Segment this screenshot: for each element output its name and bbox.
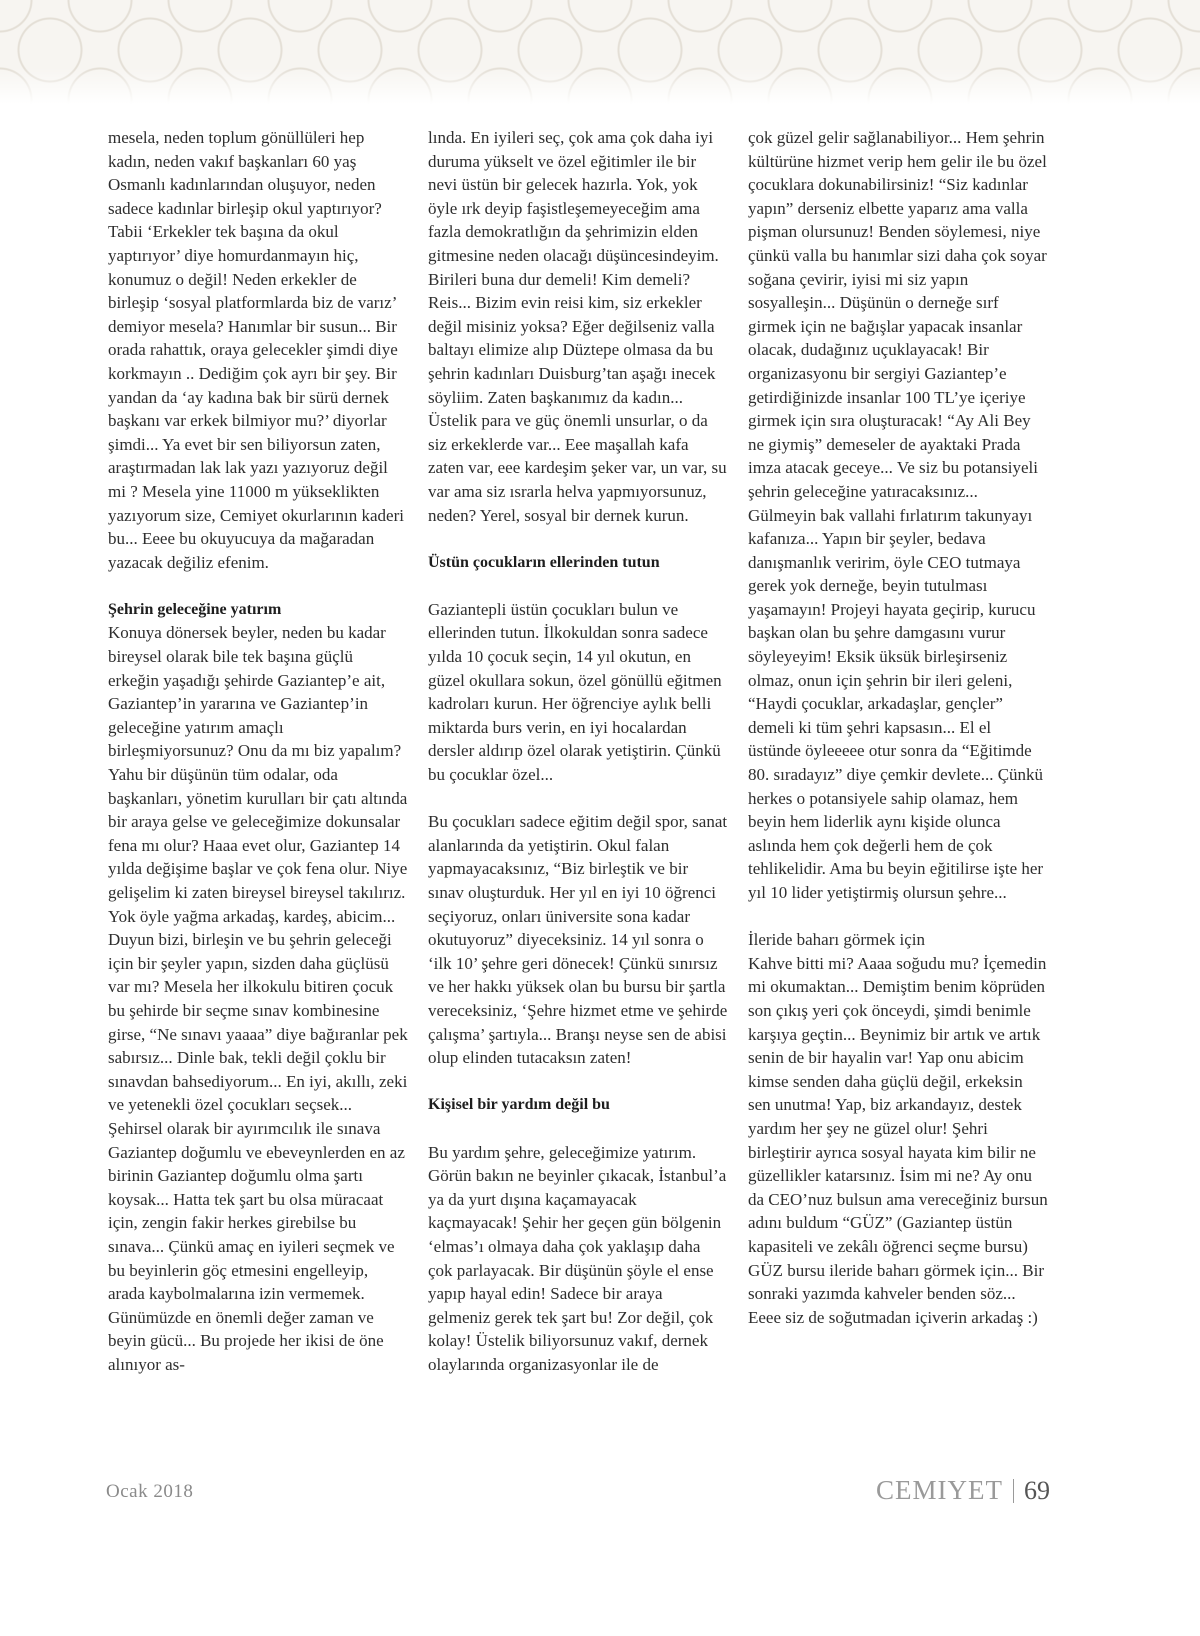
paragraph: Kahve bitti mi? Aaaa soğudu mu? İçemedin mi okumaktan... Demiştim benim köprüden son çıkış yeri çok önceydi, şimdi benimle karşıya geçtin... Beynimiz bir artık ve artık senin de bir hayalin var! Yap onu abicim kimse senden daha güçlü değil, erkeksin sen unutma! Yap, biz arkandayız, destek yardım her şey ne güzel olur! Şehri birleştirir ayrıca sosyal hayata kim bilir ne güzellikler katarsınız. İsim mi ne? Ay onu da CEO’nuz bulsun ama vereceğiniz bursun adını buldum “GÜZ” (Gaziantep üstün kapasiteli ve zekâlı öğrenci seçme bursu) GÜZ bursu ileride baharı görmek için... Bir sonraki yazımda kahveler benden söz... Eeee siz de soğutmadan içiverin arkadaş :) bbox=[748, 953, 1048, 1327]
divider bbox=[1013, 1479, 1014, 1503]
paragraph: Bu çocukları sadece eğitim değil spor, sanat alanlarında da yetiştirin. Okul falan yapmayacaksınız, “Biz birleştik ve bir sınav oluşturduk. Her yıl en iyi 10 öğrenci seçiyoruz, onları üniversite sona kadar okutuyoruz” diyeceksiniz. 14 yıl sonra o ‘ilk 10’ şehre geri dönecek! Çünkü sınırsız ve her hakkı yüksek olan bu bursu bir şartla vereceksiniz, ‘Şehre hizmet etme ve şehirde çalışma’ şartıyla... Branşı neyse sen de abisi olup elinden tutacaksın zaten! bbox=[428, 812, 728, 1068]
section-heading: Kişisel bir yardım değil bu bbox=[428, 1096, 610, 1114]
section-heading: Şehrin geleceğine yatırım bbox=[108, 600, 282, 618]
text-column-middle bbox=[428, 126, 728, 1376]
decorative-header-pattern bbox=[0, 0, 1200, 104]
paragraph: Gaziantepli üstün çocukları bulun ve ellerinden tutun. İlkokuldan sonra sadece yılda 10 çocuk seçin, 14 yıl okutun, en güzel okullara sokun, özel gönüllü eğitmen kadroları kurun. Her öğrenciye aylık belli miktarda burs verin, en iyi hocalardan dersler aldırıp özel olarak yetiştirin. Çünkü bu çocuklar özel... bbox=[428, 599, 722, 785]
paragraph: Bu yardım şehre, geleceğimize yatırım. Görün bakın ne beyinler çıkacak, İstanbul’a ya da yurt dışına kaçamayacak kaçmayacak! Şehir her geçen gün bölgenin ‘elmas’ı olmaya daha çok yaklaşıp daha çok parlayacak. Bir düşünün şöyle el ense yapıp hayal edin! Sadece bir araya gelmeniz gerek tek şart bu! Zor değil, çok kolay! Üstelik biliyorsunuz vakıf, dernek olaylarında organizasyonlar ile de bbox=[428, 1142, 727, 1374]
paragraph: Konuya dönersek beyler, neden bu kadar bireysel olarak bile tek başına güçlü erkeğin yaşadığı şehirde Gaziantep’e ait, Gaziantep’in yararına ve Gaziantep’in geleceğine yatırım amaçlı birleşmiyorsunuz? Onu da mı biz yapalım? Yahu bir düşünün tüm odalar, oda başkanları, yönetim kurulları bir çatı altında bir araya gelse ve geleceğimize dokunsalar fena mı olur? Haaa evet olur, Gaziantep 14 yılda değişime başlar ve çok fena olur. Niye gelişelim ki zaten bireysel bireysel takılırız. Yok öyle yağma arkadaş, kardeş, abicim... Duyun bizi, birleşin ve bu şehrin geleceği için bir şeyler yapın, sizden daha güçlüsü var mı? Mesela her ilkokulu bitiren çocuk bu şehirde bir seçme sınav kombinesine girse, “Ne sınavı yaaaa” diye bağıranlar pek sabırsız... Dinle bak, tekli değil çoklu bir sınavdan bahsediyorum... En iyi, akıllı, zeki ve yetenekli özel çocukları seçsek... Şehirsel olarak bir ayırımcılık ile sınava Gaziantep doğumlu ve ebeveynlerden en az birinin Gaziantep doğumlu olma şartı koysak... Hatta tek şart bu olsa müracaat için, zengin fakir herkes girebilse bu sınava... Çünkü amaç en iyileri seçmek ve bu beyinlerin göç etmesini engelleyip, arada kaybolmalarına izin vermemek. Günümüzde en önemli değer zaman ve beyin gücü... Bu projede her ikisi de öne alınıyor as- bbox=[108, 623, 408, 1374]
paragraph: mesela, neden toplum gönüllüleri hep kadın, neden vakıf başkanları 60 yaş Osmanlı kadınlarından oluşuyor, neden sadece kadınlar birleşip okul yaptırıyor? Tabii ‘Erkekler tek başına da okul yaptırıyor’ diye homurdanmayın hiç, konumuz o değil! Neden erkekler de birleşip ‘sosyal platformlarda biz de varız’ demiyor mesela? Hanımlar bir susun... Bir orada rahattık, oraya gelecekler şimdi diye korkmayın .. Dediğim çok ayrı bir şey. Bir yandan da ‘ay kadına bak bir sürü dernek başkanı var erkek bilmiyor mu?’ diyorlar şimdi... Ya evet bir sen biliyorsun zaten, araştırmadan lak lak yazı yazıyoruz değil mi ? Mesela yine 11000 m yükseklikten yazıyorum size, Cemiyet okurlarının kaderi bu... Eeee bu okuyucuya da mağaradan yazacak değiliz efenim. bbox=[108, 128, 404, 572]
text-column-right bbox=[748, 126, 1048, 1329]
issue-date: Ocak 2018 bbox=[106, 1481, 194, 1502]
paragraph: çok güzel gelir sağlanabiliyor... Hem şehrin kültürüne hizmet verip hem gelir ile bu özel çocuklara dokunabilirsiniz! “Siz kadınlar yapın” derseniz elbette yaparız ama valla pişman olursunuz! Benden söylemesi, niye çünkü valla bu hanımlar sizi daha çok soyar soğana çevirir, iyisi mi siz yapın sosyalleşin... Düşünün o derneğe sırf girmek için ne bağışlar yapacak insanlar olacak, dudağınız uçuklayacak! Bir organizasyonu bir sergiyi Gaziantep’e getirdiğinizde insanlar 100 TL’ye içeriye girmek için sıra oluşturacak! “Ay Ali Bey ne giymiş” demeseler de ayaktaki Prada imza atacak geceye... Ve siz bu potansiyeli şehrin geleceğine yatıracaksınız... Gülmeyin bak vallahi fırlatırım takunyayı kafanıza... Yapın bir şeyler, bedava danışmanlık veririm, öyle CEO tutmaya gerek yok derneğe, beyin tutulması yaşamayın! Projeyi hayata geçirip, kurucu başkan olan bu şehre damgasını vurur söyleyeyim! Eksik üksük birleşirseniz olmaz, onun için şehrin bir ileri geleni, “Haydi çocuklar, arkadaşlar, gençler” demeli ki tüm şehri kapsasın... El el üstünde öyleeeee otur sonra da “Eğitimde 80. sıradayız” diye çemkir devlete... Çünkü herkes o potansiyele sahip olamaz, hem beyin hem liderlik aynı kişide olunca aslında hem çok değerli hem de çok tehlikelidir. Ama bu beyin eğitilirse işte her yıl 10 lider yetiştirmiş olursun şehre... bbox=[748, 128, 1047, 902]
footer-branding bbox=[876, 1475, 1050, 1506]
text-column-left bbox=[108, 126, 408, 1376]
section-heading: Üstün çocukların ellerinden tutun bbox=[428, 553, 660, 571]
paragraph-lead-line: İleride baharı görmek için bbox=[748, 930, 926, 950]
magazine-logo-text: CEMIYET bbox=[876, 1475, 1003, 1505]
page-number: 69 bbox=[1024, 1475, 1050, 1505]
paragraph: lında. En iyileri seç, çok ama çok daha iyi duruma yükselt ve özel eğitimler ile bir nevi üstün bir gelecek hazırla. Yok, yok öyle ırk deyip faşistleşemeyeceğim ama fazla demokratlığın da şehrimizin elden gitmesine neden olacağı düşüncesindeyim. Birileri buna dur demeli! Kim demeli? Reis... Bizim evin reisi kim, siz erkekler değil misiniz yoksa? Eğer değilseniz valla baltayı elimize alıp Düztepe olmasa da bu şehrin kadınları Duisburg’tan aşağı inecek söyliim. Zaten başkanımız da kadın... Üstelik para ve güç önemli unsurlar, o da siz erkeklerde var... Eee maşallah kafa zaten var, eee kardeşim şeker var, un var, su var ama siz ısrarla helva yapmıyorsunuz, neden? Yerel, sosyal bir dernek kurun. bbox=[428, 128, 727, 525]
